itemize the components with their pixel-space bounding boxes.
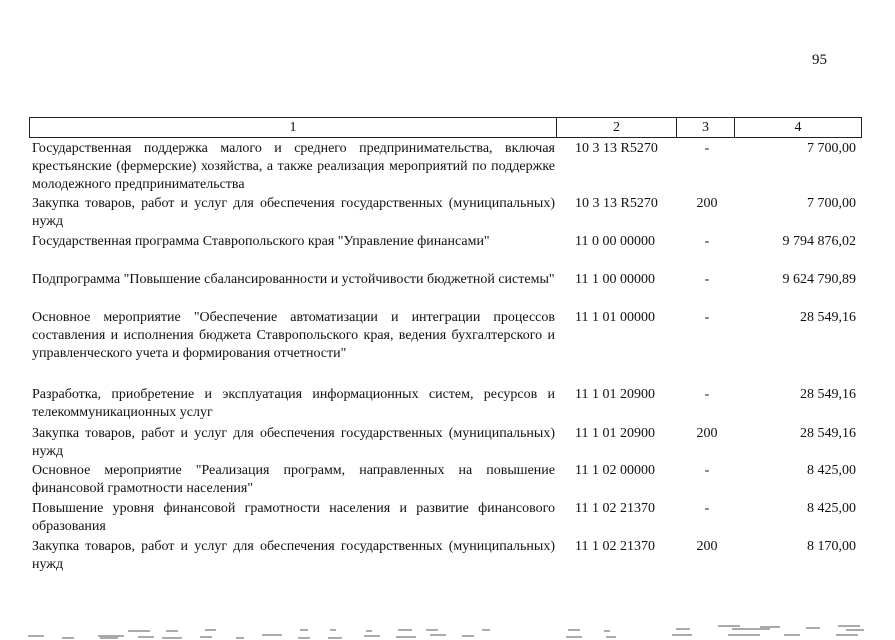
row-amount: 9 624 790,89 — [782, 272, 856, 287]
row-code: 11 1 00 00000 — [575, 272, 655, 287]
column-header-table — [29, 117, 862, 138]
row-amount: 28 549,16 — [800, 310, 856, 325]
row-code: 10 3 13 R5270 — [575, 141, 658, 156]
row-expense-type: - — [704, 387, 710, 402]
row-description: Закупка товаров, работ и услуг для обеспечения государственных (муниципальных) нужд — [32, 426, 555, 459]
row-expense-type: - — [704, 272, 710, 287]
row-amount: 8 425,00 — [807, 463, 856, 478]
row-amount: 9 794 876,02 — [782, 234, 856, 249]
row-description: Основное мероприятие "Реализация программ, направленных на повышение финансовой грамотности населения" — [32, 463, 555, 496]
row-code: 11 1 01 20900 — [575, 387, 655, 402]
row-expense-type: - — [704, 463, 710, 478]
row-description: Государственная программа Ставропольского края "Управление финансами" — [32, 234, 490, 249]
row-expense-type: 200 — [696, 196, 718, 211]
row-code: 11 1 02 21370 — [575, 539, 655, 554]
row-amount: 28 549,16 — [800, 426, 856, 441]
row-description: Закупка товаров, работ и услуг для обеспечения государственных (муниципальных) нужд — [32, 196, 555, 229]
row-code: 11 1 01 20900 — [575, 426, 655, 441]
column-header-2: 2 — [557, 118, 677, 138]
row-description: Государственная поддержка малого и среднего предпринимательства, включая крестьянские (фермерские) хозяйства, а также реализация мероприятий по поддержке молодежного предпринимательства — [32, 141, 555, 192]
row-code: 11 1 01 00000 — [575, 310, 655, 325]
row-amount: 8 425,00 — [807, 501, 856, 516]
row-expense-type: 200 — [696, 539, 718, 554]
row-description: Основное мероприятие "Обеспечение автоматизации и интеграции процессов составления и исполнения бюджета Ставропольского края, ведения бухгалтерского и управленческого учета и формирования отчетности" — [32, 310, 555, 361]
row-description: Повышение уровня финансовой грамотности населения и развитие финансового образования — [32, 501, 555, 534]
row-code: 11 1 02 21370 — [575, 501, 655, 516]
column-header-4: 4 — [735, 118, 862, 138]
page-number: 95 — [812, 52, 827, 68]
row-description: Закупка товаров, работ и услуг для обеспечения государственных (муниципальных) нужд — [32, 539, 555, 572]
row-expense-type: - — [704, 310, 710, 325]
row-code: 11 1 02 00000 — [575, 463, 655, 478]
row-expense-type: - — [704, 234, 710, 249]
row-expense-type: - — [704, 501, 710, 516]
row-amount: 28 549,16 — [800, 387, 856, 402]
row-code: 11 0 00 00000 — [575, 234, 655, 249]
row-amount: 7 700,00 — [807, 196, 856, 211]
column-header-row — [30, 118, 862, 138]
row-expense-type: - — [704, 141, 710, 156]
row-description: Подпрограмма "Повышение сбалансированности и устойчивости бюджетной системы" — [32, 272, 555, 287]
row-expense-type: 200 — [696, 426, 718, 441]
row-amount: 8 170,00 — [807, 539, 856, 554]
row-description: Разработка, приобретение и эксплуатация информационных систем, ресурсов и телекоммуникационных услуг — [32, 387, 555, 420]
column-header-3: 3 — [677, 118, 735, 138]
row-amount: 7 700,00 — [807, 141, 856, 156]
column-header-1: 1 — [30, 118, 557, 138]
scan-artifact-marks — [0, 618, 895, 640]
row-code: 10 3 13 R5270 — [575, 196, 658, 211]
